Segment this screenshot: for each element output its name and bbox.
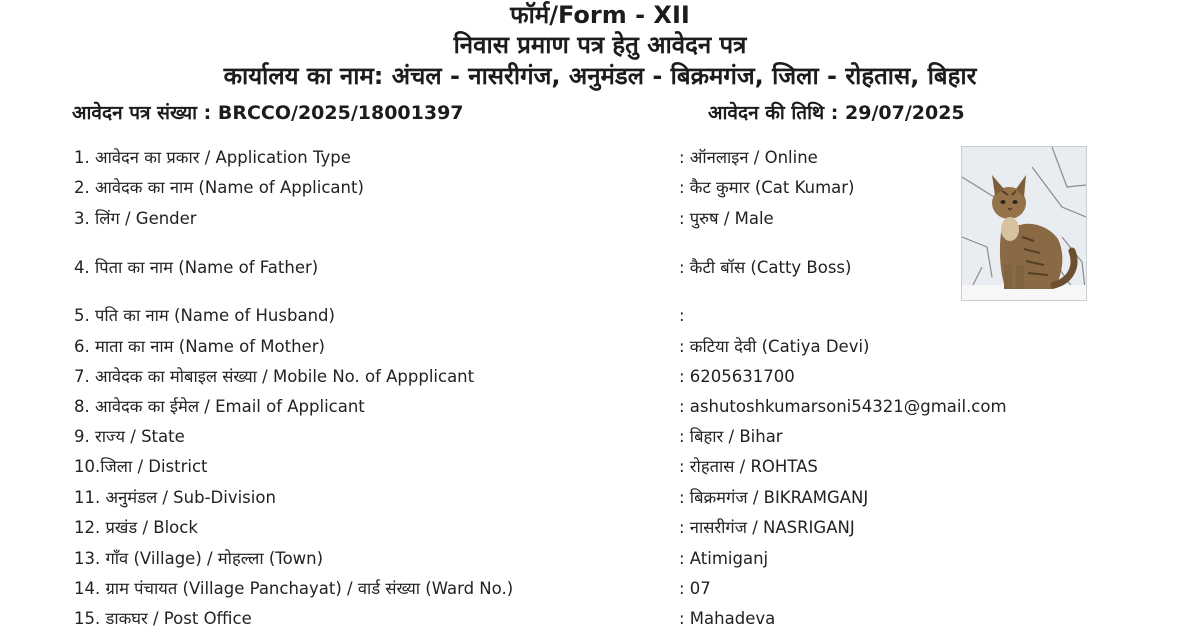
- field-label: 14. ग्राम पंचायत (Village Panchayat) / वार्ड संख्या (Ward No.): [74, 579, 514, 598]
- application-number: आवेदन पत्र संख्या : BRCCO/2025/18001397: [72, 102, 464, 124]
- applicant-photo: [961, 146, 1087, 301]
- field-value: :: [679, 306, 685, 325]
- field-value: : रोहतास / ROHTAS: [679, 457, 818, 476]
- field-row: [0, 393, 1200, 421]
- field-value: : ऑनलाइन / Online: [679, 148, 818, 167]
- field-value: : नासरीगंज / NASRIGANJ: [679, 518, 855, 537]
- field-value: : कैट कुमार (Cat Kumar): [679, 178, 855, 197]
- field-value: : कैटी बॉस (Catty Boss): [679, 258, 852, 277]
- field-row: [0, 423, 1200, 451]
- field-value: : 07: [679, 579, 711, 598]
- field-label: 9. राज्य / State: [74, 427, 185, 446]
- field-value: : Atimiganj: [679, 549, 769, 568]
- field-label: 3. लिंग / Gender: [74, 209, 197, 228]
- field-label: 12. प्रखंड / Block: [74, 518, 198, 537]
- field-row: [0, 605, 1200, 633]
- field-label: 8. आवेदक का ईमेल / Email of Applicant: [74, 397, 365, 416]
- field-label: 13. गाँव (Village) / मोहल्ला (Town): [74, 549, 324, 568]
- field-row: [0, 484, 1200, 512]
- field-value: : 6205631700: [679, 367, 795, 386]
- form-subtitle: निवास प्रमाण पत्र हेतु आवेदन पत्र: [453, 31, 747, 59]
- cat-photo-icon: [962, 147, 1086, 300]
- field-value: : बिहार / Bihar: [679, 427, 783, 446]
- field-row: [0, 302, 1200, 330]
- field-label: 15. डाकघर / Post Office: [74, 609, 252, 628]
- field-label: 10.जिला / District: [74, 457, 208, 476]
- field-row: [0, 453, 1200, 481]
- field-row: [0, 514, 1200, 542]
- field-label: 7. आवेदक का मोबाइल संख्या / Mobile No. of Appplicant: [74, 367, 475, 386]
- field-label: 6. माता का नाम (Name of Mother): [74, 337, 325, 356]
- office-line: कार्यालय का नाम: अंचल - नासरीगंज, अनुमंडल - बिक्रमगंज, जिला - रोहतास, बिहार: [223, 62, 977, 90]
- field-value: : Mahadeva: [679, 609, 776, 628]
- field-value: : पुरुष / Male: [679, 209, 774, 228]
- application-date: आवेदन की तिथि : 29/07/2025: [708, 102, 965, 124]
- field-value: : ashutoshkumarsoni54321@gmail.com: [679, 397, 1007, 416]
- field-row: [0, 363, 1200, 391]
- field-row: [0, 575, 1200, 603]
- form-title: फॉर्म/Form - XII: [510, 1, 690, 29]
- field-row: [0, 545, 1200, 573]
- field-label: 11. अनुमंडल / Sub-Division: [74, 488, 276, 507]
- field-label: 5. पति का नाम (Name of Husband): [74, 306, 335, 325]
- field-label: 1. आवेदन का प्रकार / Application Type: [74, 148, 351, 167]
- field-row: [0, 333, 1200, 361]
- field-label: 2. आवेदक का नाम (Name of Applicant): [74, 178, 364, 197]
- field-label: 4. पिता का नाम (Name of Father): [74, 258, 319, 277]
- field-value: : कटिया देवी (Catiya Devi): [679, 337, 870, 356]
- field-value: : बिक्रमगंज / BIKRAMGANJ: [679, 488, 869, 507]
